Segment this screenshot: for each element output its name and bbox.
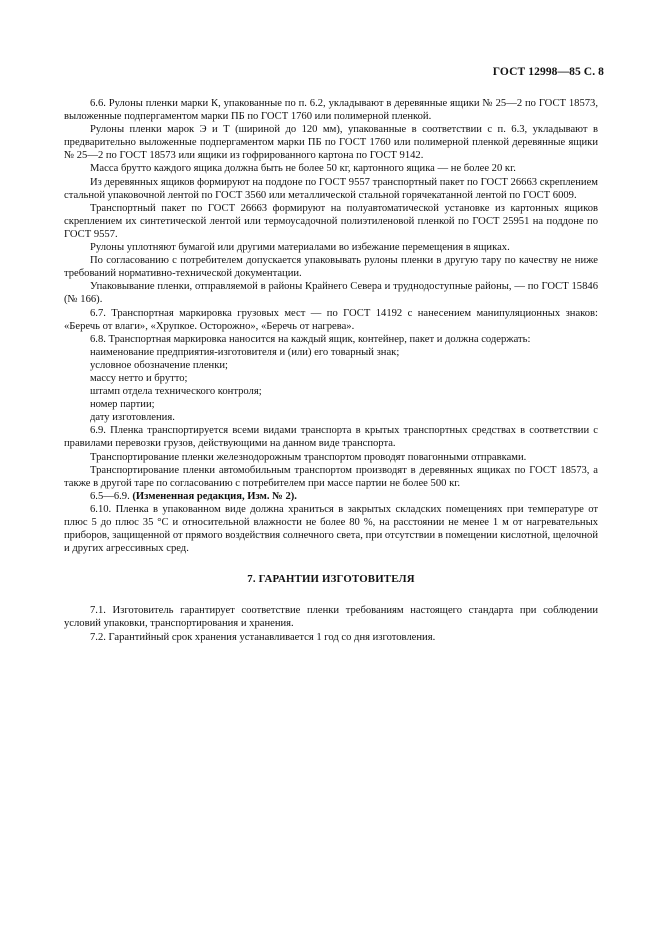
paragraph-wooden-boxes: Из деревянных ящиков формируют на поддоне по ГОСТ 9557 транспортный пакет по ГОСТ 26663 скреплением стальной упаковочной лентой по ГОСТ 3560 или металлической стальной горячекатанной лентой по ГОСТ 6009. <box>64 176 598 201</box>
page-header: ГОСТ 12998—85 С. 8 <box>492 66 604 78</box>
paragraph-revision-note <box>64 490 598 503</box>
document-body <box>64 97 598 644</box>
paragraph-6-10: 6.10. Пленка в упакованном виде должна храниться в закрытых складских помещениях при температуре от плюс 5 до плюс 35 °С и относительной влажности не более 80 %, на расстоянии не менее 1 м от нагревательных приборов, защищенной от прямого воздействия солнечного света, при отсутствии в помещении кислотной, щелочной и других агрессивных сред. <box>64 503 598 555</box>
paragraph-transport-package: Транспортный пакет по ГОСТ 26663 формируют на полуавтоматической установке из картонных ящиков скреплением их синтетической лентой или термоусадочной полиэтиленовой пленкой по ГОСТ 25951 на поддоне по ГОСТ 9557. <box>64 202 598 240</box>
list-item: дату изготовления. <box>90 412 175 424</box>
paragraph-far-north: Упаковывание пленки, отправляемой в районы Крайнего Севера и труднодоступные районы, — по ГОСТ 15846 (№ 166). <box>64 281 598 306</box>
paragraph-road-transport: Транспортирование пленки автомобильным транспортом производят в деревянных ящиках по ГОСТ 18573, а также в другой таре по согласованию с потребителем при массе партии не более 500 кг. <box>64 464 598 489</box>
revision-prefix: 6.5—6.9. <box>90 490 133 502</box>
paragraph-6-6: 6.6. Рулоны пленки марки К, упакованные по п. 6.2, укладывают в деревянные ящики № 25—2 по ГОСТ 18573, выложенные подпергаментом марки ПБ по ГОСТ 1760 или полимерной пленкой. <box>64 98 598 123</box>
list-item: номер партии; <box>90 399 155 411</box>
list-item: условное обозначение пленки; <box>90 359 228 371</box>
paragraph-6-9: 6.9. Пленка транспортируется всеми видами транспорта в крытых транспортных средствах в соответствии с правилами перевозки грузов, действующими на данном виде транспорта. <box>64 425 598 450</box>
paragraph-rolls-e-t: Рулоны пленки марок Э и Т (шириной до 120 мм), упакованные в соответствии с п. 6.3, укладывают в предварительно выложенные подпергаментом марки ПБ по ГОСТ 1760 или полимерной пленкой деревянные ящики № 25—2 по ГОСТ 18573 или ящики из гофрированного картона по ГОСТ 9142. <box>64 124 598 162</box>
paragraph-6-8: 6.8. Транспортная маркировка наносится на каждый ящик, контейнер, пакет и должна содержать: <box>90 333 531 345</box>
list-item: наименование предприятия-изготовителя и (или) его товарный знак; <box>90 346 400 358</box>
list-item: массу нетто и брутто; <box>90 372 188 384</box>
section-title: 7. ГАРАНТИИ ИЗГОТОВИТЕЛЯ <box>247 573 415 586</box>
paragraph-other-container: По согласованию с потребителем допускается упаковывать рулоны пленки в другую тару по качеству не ниже требований нормативно-технической документации. <box>64 255 598 280</box>
paragraph-rolls-compacted: Рулоны уплотняют бумагой или другими материалами во избежание перемещения в ящиках. <box>90 242 510 254</box>
paragraph-7-2: 7.2. Гарантийный срок хранения устанавливается 1 год со дня изготовления. <box>90 631 436 643</box>
paragraph-rail-transport: Транспортирование пленки железнодорожным транспортом проводят повагонными отправками. <box>90 451 527 463</box>
paragraph-gross-mass: Масса брутто каждого ящика должна быть не более 50 кг, картонного ящика — не более 20 кг. <box>90 163 516 175</box>
revision-label: (Измененная редакция, Изм. № 2). <box>132 490 297 502</box>
list-item: штамп отдела технического контроля; <box>90 386 262 398</box>
paragraph-6-7: 6.7. Транспортная маркировка грузовых мест — по ГОСТ 14192 с нанесением манипуляционных знаков: «Беречь от влаги», «Хрупкое. Осторожно», «Беречь от нагрева». <box>64 307 598 332</box>
paragraph-7-1: 7.1. Изготовитель гарантирует соответствие пленки требованиям настоящего стандарта при соблюдении условий упаковки, транспортирования и хранения. <box>64 605 598 630</box>
